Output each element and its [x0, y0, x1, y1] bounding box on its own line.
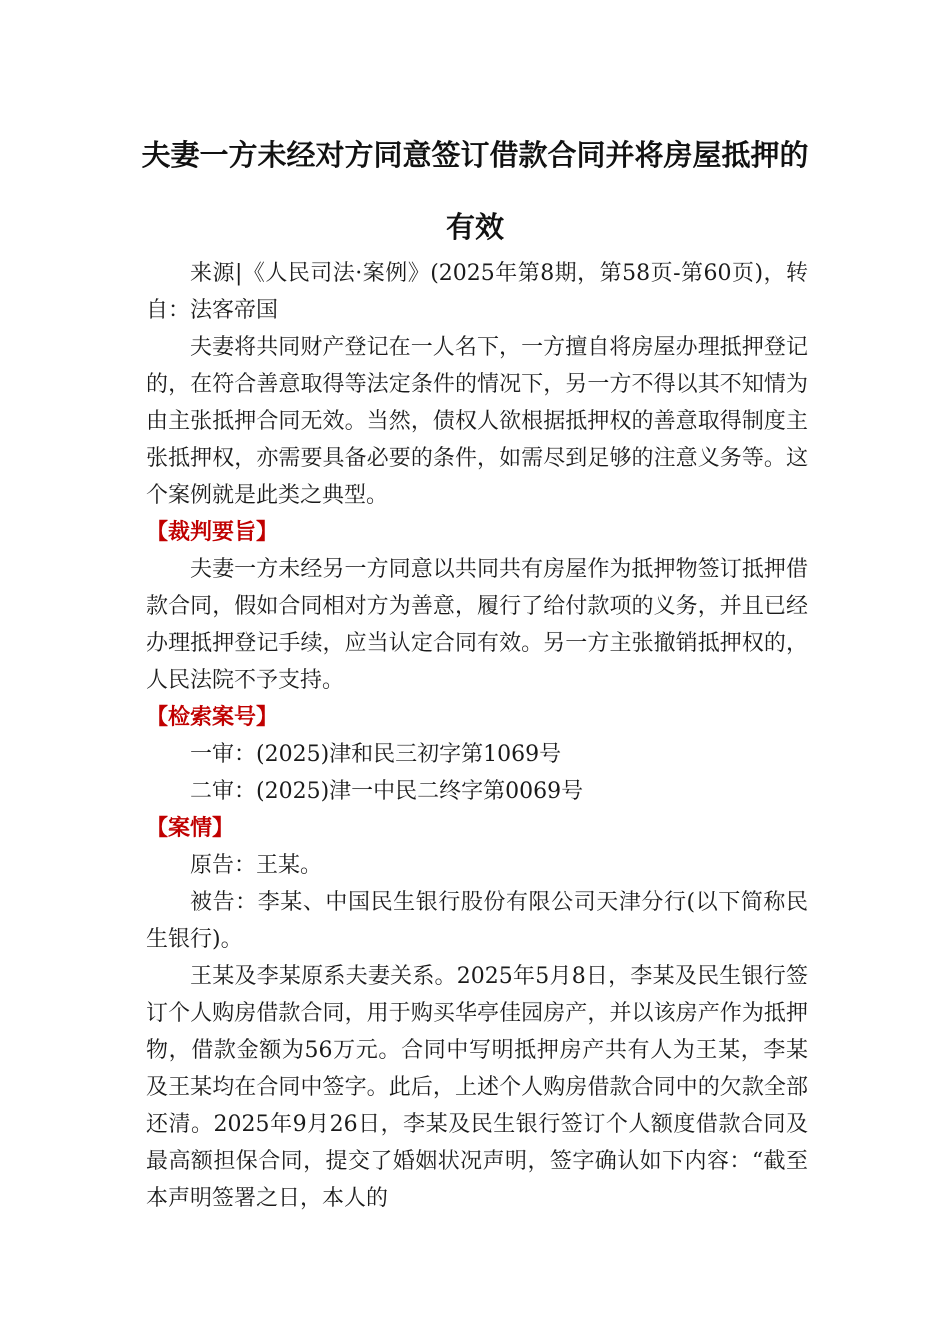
- defendant-paragraph: 被告：李某、中国民生银行股份有限公司天津分行(以下简称民生银行)。: [146, 890, 808, 952]
- document-title-line2: 有效: [445, 210, 504, 244]
- document-title-line1: 夫妻一方未经对方同意签订借款合同并将房屋抵押的: [141, 138, 809, 172]
- section-heading-case-numbers: 【检索案号】: [146, 705, 279, 730]
- case-number-second-instance: 二审：(2025)津一中民二终字第0069号: [190, 779, 584, 804]
- plaintiff-paragraph: 原告：王某。: [190, 853, 323, 878]
- section-heading-judgment-gist: 【裁判要旨】: [146, 520, 279, 545]
- facts-paragraph: 王某及李某原系夫妻关系。2025年5月8日，李某及民生银行签订个人购房借款合同，用于购买华亭佳园房产，并以该房产作为抵押物，借款金额为56万元。合同中写明抵押房产共有人为王某，李某及王某均在合同中签字。此后，上述个人购房借款合同中的欠款全部还清。2025年9月26日，李某及民生银行签订个人额度借款合同及最高额担保合同，提交了婚姻状况声明，签字确认如下内容：“截至本声明签署之日，本人的: [146, 964, 808, 1211]
- source-paragraph: 来源|《人民司法·案例》(2025年第8期，第58页-第60页)，转自：法客帝国: [146, 261, 808, 323]
- intro-paragraph: 夫妻将共同财产登记在一人名下，一方擅自将房屋办理抵押登记的，在符合善意取得等法定条件的情况下，另一方不得以其不知情为由主张抵押合同无效。当然，债权人欲根据抵押权的善意取得制度主张抵押权，亦需要具备必要的条件，如需尽到足够的注意义务等。这个案例就是此类之典型。: [146, 335, 808, 508]
- case-number-first-instance: 一审：(2025)津和民三初字第1069号: [190, 742, 562, 767]
- document-body: [146, 255, 808, 1217]
- judgment-gist-paragraph: 夫妻一方未经另一方同意以共同共有房屋作为抵押物签订抵押借款合同，假如合同相对方为善意，履行了给付款项的义务，并且已经办理抵押登记手续，应当认定合同有效。另一方主张撤销抵押权的，人民法院不予支持。: [146, 557, 808, 693]
- section-heading-case-facts: 【案情】: [146, 816, 235, 841]
